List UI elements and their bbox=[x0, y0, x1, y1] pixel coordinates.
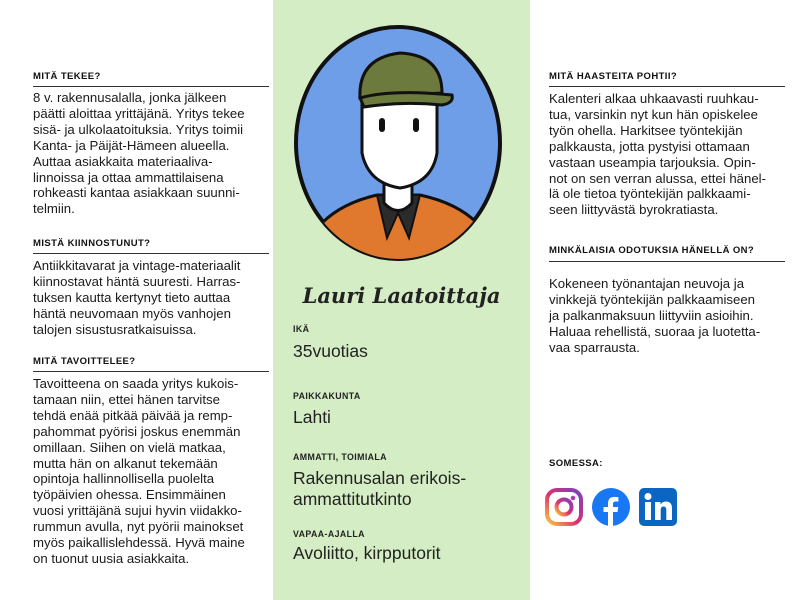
section-title-interests: MISTÄ KIINNOSTUNUT? bbox=[33, 238, 151, 249]
section-text-interests: Antiikkitavarat ja vintage-materiaalit kiinnostavat häntä suuresti. Harras- tuksen kautta kertynyt tieto auttaa häntä neuvomaan myös vanhojen talojen sisustusratkaisuissa. bbox=[33, 258, 241, 337]
section-title-challenges: MITÄ HAASTEITA POHTII? bbox=[549, 71, 678, 82]
facebook-icon[interactable] bbox=[591, 487, 631, 527]
divider bbox=[549, 86, 785, 87]
value-location: Lahti bbox=[293, 407, 331, 427]
divider bbox=[33, 86, 269, 87]
section-title-goals: MITÄ TAVOITTELEE? bbox=[33, 356, 136, 367]
label-age: IKÄ bbox=[293, 324, 310, 334]
persona-name: Lauri Laatoittaja bbox=[302, 283, 501, 308]
label-location: PAIKKAKUNTA bbox=[293, 391, 361, 401]
left-column bbox=[0, 0, 273, 600]
section-text-expectations: Kokeneen työnantajan neuvoja ja vinkkejä työntekijän palkkaamiseen ja palkanmaksuun liittyviin asioihin. Haluaa rehellistä, suoraa ja luotetta- vaa sparrausta. bbox=[549, 276, 761, 355]
divider bbox=[549, 261, 785, 262]
section-text-goals: Tavoitteena on saada yritys kukois- tamaan niin, ettei hänen tarvitse tehdä enää pitkää päivää ja remp- pahommat pyörisi joskus enemmän omillaan. Siihen on vielä matkaa, mutta hän on alkanut tekemään opintoja hallinnollisella puolelta työpäivien ohessa. Ensimmäinen vuosi yrittäjänä sujui hyvin viidakko- rummun avulla, nyt pyörii mainokset myös paikallislehdessä. Hyvä maine on tuonut uusia asiakkaita. bbox=[33, 376, 245, 566]
avatar-portrait bbox=[292, 23, 505, 263]
value-profession: Rakennusalan erikois- ammattitutkinto bbox=[293, 468, 467, 509]
middle-column bbox=[273, 0, 530, 600]
section-title-what-does: MITÄ TEKEE? bbox=[33, 71, 101, 82]
divider bbox=[33, 371, 269, 372]
section-text-what-does: 8 v. rakennusalalla, jonka jälkeen päätti aloittaa yrittäjänä. Yritys tekee sisä- ja ulkolaatoituksia. Yritys toimii Kanta- ja Päijät-Hämeen alueella. Auttaa asiakkaita materiaaliva- linnoissa ja ottaa ammattilaisena rohkeasti kantaa asiakkaan suunni- telmiin. bbox=[33, 90, 245, 217]
divider bbox=[33, 253, 269, 254]
value-free-time: Avoliitto, kirpputorit bbox=[293, 543, 441, 563]
label-profession: AMMATTI, TOIMIALA bbox=[293, 452, 387, 462]
label-free-time: VAPAA-AJALLA bbox=[293, 529, 365, 539]
section-text-challenges: Kalenteri alkaa uhkaavasti ruuhkau- tua, varsinkin nyt kun hän opiskelee työn ohella. Harkitsee työntekijän palkkausta, jotta pystyisi ottamaan vastaan useampia tarjouksia. Opin- not on sen verran alussa, ettei hänel- lä ole tietoa työntekijän palkkaami- seen liittyvästä byrokratiasta. bbox=[549, 91, 766, 218]
right-column bbox=[530, 0, 801, 600]
linkedin-icon[interactable] bbox=[638, 487, 678, 527]
section-title-expectations: MINKÄLAISIA ODOTUKSIA HÄNELLÄ ON? bbox=[549, 245, 755, 256]
value-age: 35vuotias bbox=[293, 341, 368, 361]
social-title: SOMESSA: bbox=[549, 458, 603, 469]
instagram-icon[interactable] bbox=[544, 487, 584, 527]
